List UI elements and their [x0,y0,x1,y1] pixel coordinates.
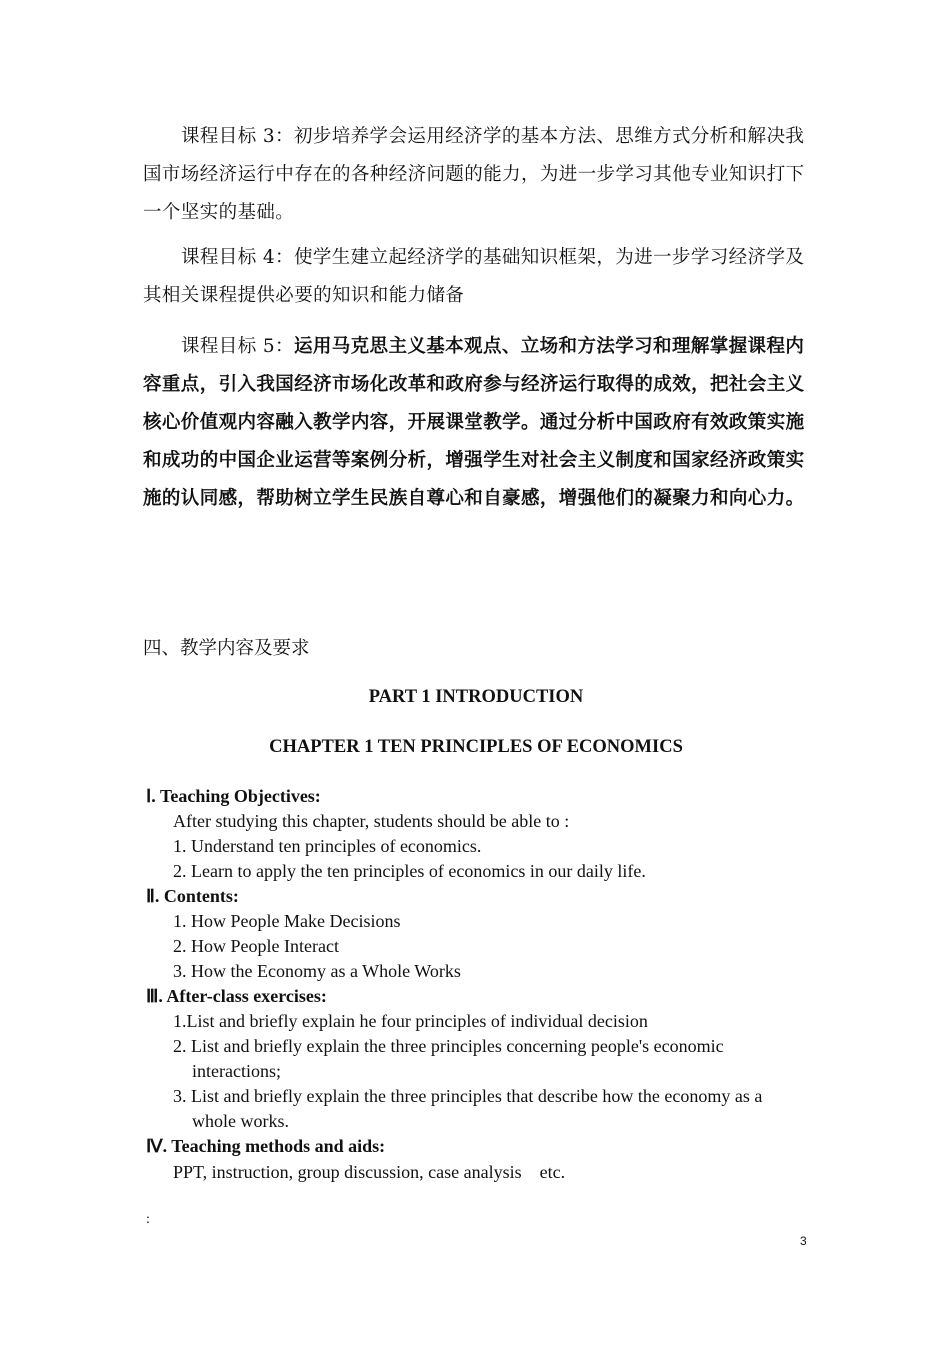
teaching-objectives-label: Ⅰ. Teaching Objectives: [146,786,321,806]
objective-4-text: 使学生建立起经济学的基础知识框架，为进一步学习经济学及其相关课程提供必要的知识和能力储备 [143,247,805,306]
chapter-title: CHAPTER 1 TEN PRINCIPLES OF ECONOMICS [269,737,683,757]
course-objective-3 [143,118,813,232]
list-item: 3. How the Economy as a Whole Works [173,961,461,981]
contents-label: Ⅱ. Contents: [146,886,239,906]
objective-3-text: 初步培养学会运用经济学的基本方法、思维方式分析和解决我国市场经济运行中存在的各种经济问题的能力，为进一步学习其他专业知识打下一个坚实的基础。 [143,126,805,223]
footer-mark: : [146,1212,150,1227]
section-title: 四、教学内容及要求 [143,638,310,659]
methods-label: Ⅳ. Teaching methods and aids: [146,1136,386,1156]
course-objective-5 [143,328,813,518]
list-item: 2. List and briefly explain the three principles concerning people's economic [173,1036,724,1056]
list-item: 2. How People Interact [173,936,339,956]
list-item: 1.List and briefly explain he four principles of individual decision [173,1011,648,1031]
objective-5-text: 运用马克思主义基本观点、立场和方法学习和理解掌握课程内容重点，引入我国经济市场化改革和政府参与经济运行取得的成效，把社会主义核心价值观内容融入教学内容，开展课堂教学。通过分析中国政府有效政策实施和成功的中国企业运营等案例分析，增强学生对社会主义制度和国家经济政策实施的认同感，帮助树立学生民族自尊心和自豪感，增强他们的凝聚力和向心力。 [143,336,805,509]
list-item-continuation: interactions; [192,1061,281,1081]
course-objective-4 [143,239,813,315]
part-title: PART 1 INTRODUCTION [368,687,584,707]
teaching-objectives-intro: After studying this chapter, students should be able to : [173,811,570,831]
exercises-label: Ⅲ. After-class exercises: [146,986,327,1006]
objective-5-prefix: 课程目标 5： [181,336,294,357]
list-item: 1. How People Make Decisions [173,911,401,931]
list-item: 3. List and briefly explain the three principles that describe how the economy as a [173,1086,763,1106]
list-item: 1. Understand ten principles of economics. [173,836,482,856]
objective-4-prefix: 课程目标 4： [181,247,294,268]
list-item: 2. Learn to apply the ten principles of economics in our daily life. [173,861,646,881]
list-item-continuation: whole works. [192,1111,289,1131]
methods-text: PPT, instruction, group discussion, case analysis etc. [173,1162,566,1182]
objective-3-prefix: 课程目标 3： [181,126,294,147]
page-number: 3 [800,1234,807,1248]
